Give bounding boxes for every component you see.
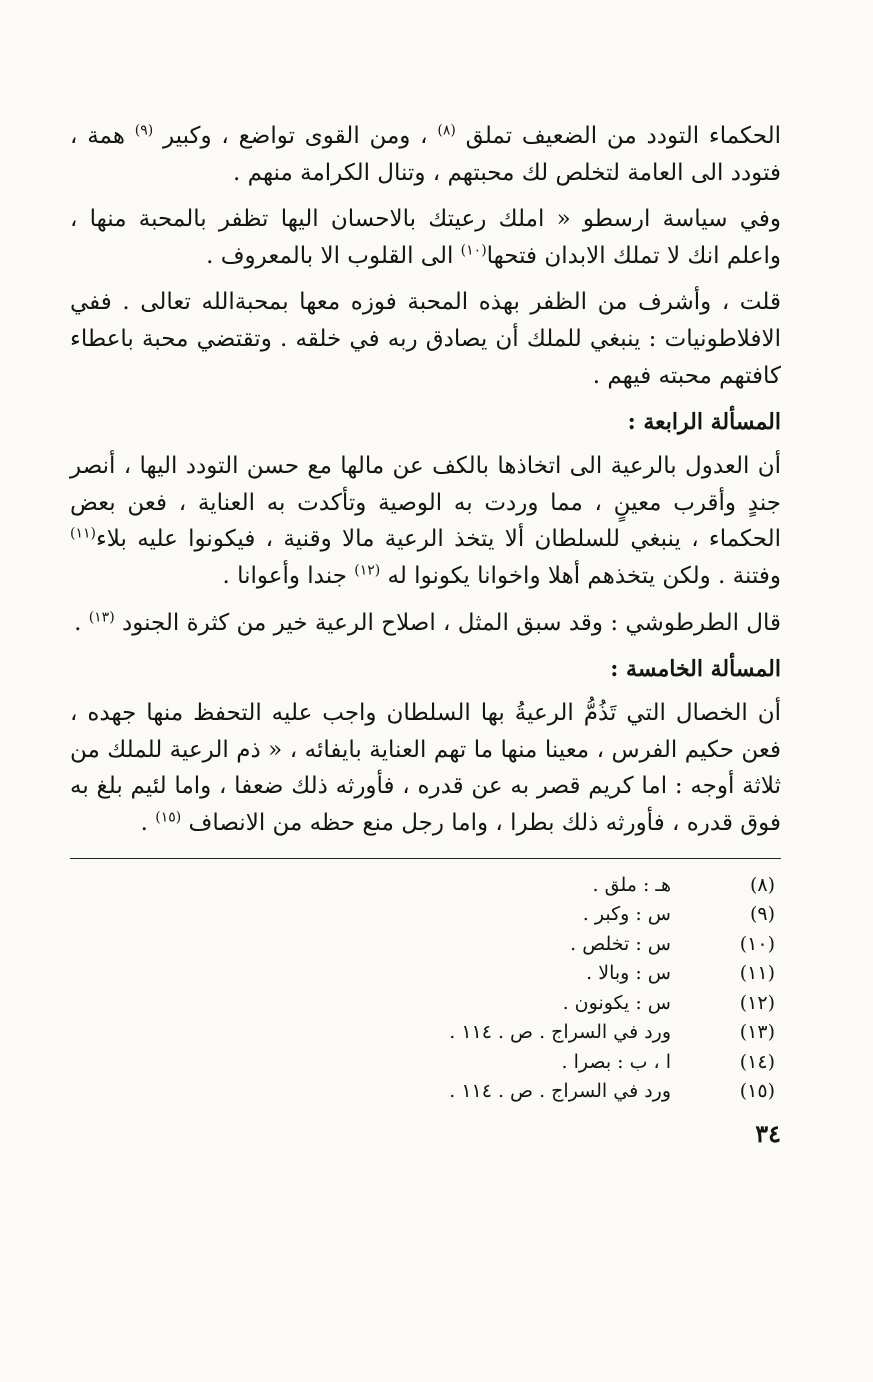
footnotes <box>70 871 781 1107</box>
footnote-text: س : وبالا . <box>586 962 671 984</box>
text-run: وفي سياسة ارسطو « املك رعيتك بالاحسان اليها تظفر بالمحبة منها ، واعلم انك لا تملك الابدان فتحها <box>70 206 781 269</box>
footnote-number: (١٤) <box>739 1050 775 1073</box>
paragraph <box>70 695 781 841</box>
footnote-text: ورد في السراج . ص . ١١٤ . <box>449 1080 671 1102</box>
text-run: . <box>74 609 89 636</box>
footnote-number: (٩) <box>749 903 775 925</box>
paragraph <box>70 605 781 642</box>
footnote-marker: (١٢) <box>354 562 381 579</box>
paragraph <box>70 448 781 594</box>
footnote-text: س : وكبر . <box>582 903 671 925</box>
text-run: . <box>140 809 156 836</box>
footnote <box>70 1018 781 1048</box>
text-run: جندا وأعوانا . <box>222 562 355 589</box>
footnote-number: (١٣) <box>739 1021 775 1043</box>
text-run: أن العدول بالرعية الى اتخاذها بالكف عن مالها مع حسن التودد اليها ، أنصر جندٍ وأقرب معينٍ ، مما وردت به الوصية وتأكدت به العناية ، فعن بعض الحكماء ، ينبغي للسلطان ألا يتخذ الرعية مالا وقنية ، فيكونوا عليه بلاء <box>70 453 781 553</box>
footnote-text: هـ : ملق . <box>592 873 671 896</box>
footnote <box>70 1077 781 1107</box>
text-run: قال الطرطوشي : وقد سبق المثل ، اصلاح الرعية خير من كثرة الجنود <box>114 609 781 636</box>
footnote <box>70 900 781 930</box>
text-run: أن الخصال التي تَذُمُّ الرعيةُ بها السلطان واجب عليه التحفظ منها جهده ، فعن حكيم الفرس ، معينا منها ما تهم العناية بايفائه ، « ذم الرعية للملك من ثلاثة أوجه : اما كريم قصر به عن قدره ، فأورثه ذلك ضعفا ، واما لئيم بلغ به فوق قدره ، فأورثه ذلك بطرا ، واما رجل منع حظه من الانصاف <box>70 700 781 836</box>
footnote-number: (١٠) <box>739 932 775 955</box>
footnote-marker: (١٣) <box>88 608 115 625</box>
footnote-marker: (٨) <box>437 122 456 139</box>
footnote-number: (١٢) <box>739 991 775 1014</box>
text-run: الى القلوب الا بالمعروف . <box>206 242 461 269</box>
footnote-marker: (١٥) <box>155 809 182 826</box>
footnote <box>70 930 781 960</box>
footnote-marker: (٩) <box>134 122 154 139</box>
paragraph <box>70 284 781 394</box>
footnote-divider <box>70 858 781 859</box>
footnote <box>70 1048 781 1078</box>
main-text <box>70 118 781 842</box>
section-heading: المسألة الرابعة : <box>627 409 781 436</box>
footnote-text: ا ، ب : بصرا . <box>561 1050 671 1073</box>
footnote-number: (١١) <box>739 962 775 984</box>
footnote-marker: (١١) <box>70 525 96 542</box>
paragraph <box>70 201 781 274</box>
footnote <box>70 871 781 901</box>
text-run: ، ومن القوى تواضع ، وكبير <box>153 123 438 149</box>
footnote <box>70 989 781 1019</box>
text-run: همة ، فتودد الى العامة لتخلص لك محبتهم ، وتنال الكرامة منهم . <box>70 123 781 186</box>
footnote-text: س : تخلص . <box>570 932 671 955</box>
section-heading: المسألة الخامسة : <box>610 656 781 683</box>
text-run: وفتنة . ولكن يتخذهم أهلا واخوانا يكونوا له <box>380 562 781 589</box>
footnote <box>70 959 781 989</box>
footnote-text: س : يكونون . <box>562 991 671 1014</box>
text-run: الحكماء التودد من الضعيف تملق <box>455 123 781 149</box>
footnote-number: (١٥) <box>739 1080 775 1102</box>
footnote-text: ورد في السراج . ص . ١١٤ . <box>449 1021 671 1043</box>
paragraph <box>70 118 781 191</box>
footnote-number: (٨) <box>749 873 775 896</box>
text-run: قلت ، وأشرف من الظفر بهذه المحبة فوزه معها بمحبةالله تعالى . ففي الافلاطونيات : ينبغي للملك أن يصادق ربه في خلقه . وتقتضي محبة باعطاء كافتهم محبته فيهم . <box>70 289 781 389</box>
footnote-marker: (١٠) <box>460 242 487 259</box>
page-number: ٣٤ <box>755 1118 781 1148</box>
